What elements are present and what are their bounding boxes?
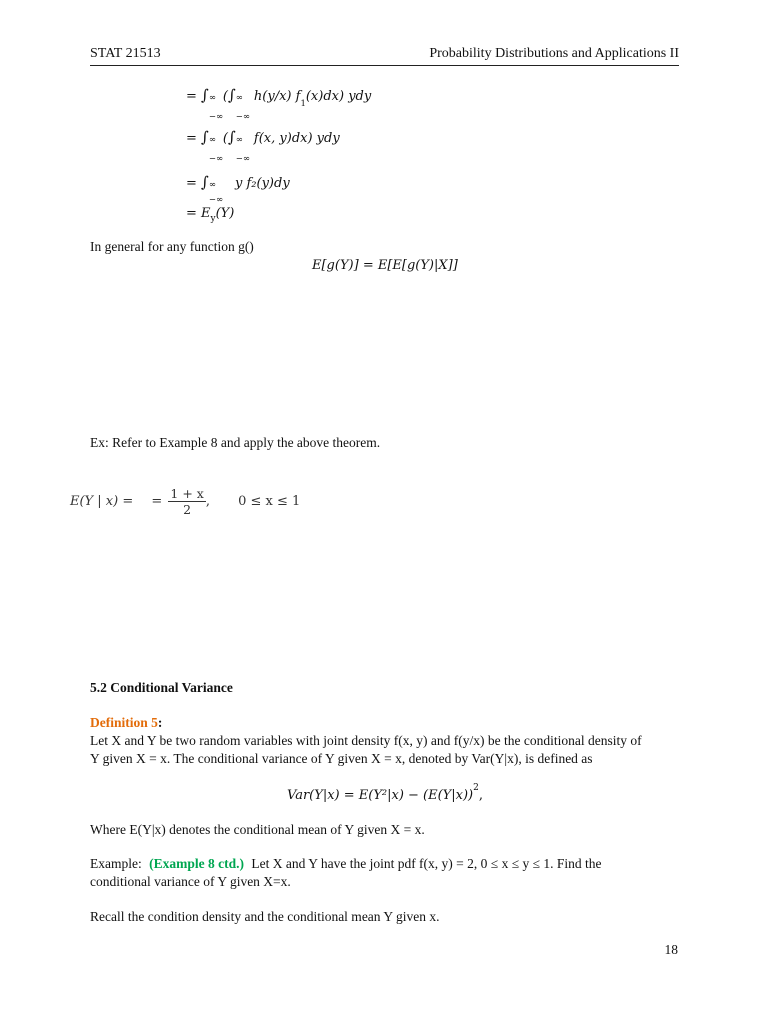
example-line-1: Let X and Y have the joint pdf f(x, y) = 2, 0 ≤ x ≤ y ≤ 1. Find the: [251, 856, 602, 871]
example-prefix: Example:: [90, 856, 142, 871]
header-title: Probability Distributions and Applications II: [429, 46, 679, 61]
header-rule: [90, 65, 679, 66]
definition-label: Definition 5:: [90, 715, 163, 730]
header-course: STAT 21513: [90, 46, 161, 61]
example-text: Ex: Refer to Example 8 and apply the above theorem.: [90, 435, 381, 450]
example-fraction: $\frac{1 + x}{2}$: [170, 486, 204, 517]
derivation-line-3: = ∫ ∞ −∞ y f₂(y)dy: [186, 173, 290, 205]
definition-text: [90, 732, 682, 768]
example-formula: E(Y | x) = = $\frac{1 + x}{2}$ , 0 ≤ x ≤ 1: [70, 486, 301, 517]
derivation-line-2: = ∫ ∞ −∞ (∫ ∞ −∞ f(x, y)dx) ydy: [186, 128, 340, 164]
general-text: In general for any function g(): [90, 239, 254, 254]
definition-line-1: Let X and Y be two random variables with joint density f(x, y) and f(y/x) be the conditional density of: [90, 733, 642, 748]
example-line-2: conditional variance of Y given X=x.: [90, 874, 291, 889]
general-formula: E[g(Y)] = E[E[g(Y)|X]]: [312, 258, 458, 273]
derivation-line-4: = $E_y(Y)$: [186, 206, 235, 224]
definition-line-2: Y given X = x. The conditional variance of Y given X = x, denoted by Var(Y|x), is defined as: [90, 751, 593, 766]
where-text: Where E(Y|x) denotes the conditional mean of Y given X = x.: [90, 822, 425, 837]
variance-formula: $Var(Y|x) = E(Y^2|x) - (E(Y|x))^2$,: [287, 783, 483, 803]
section-heading: 5.2 Conditional Variance: [90, 680, 233, 695]
page-number: 18: [664, 942, 678, 957]
recall-text: Recall the condition density and the conditional mean Y given x.: [90, 909, 440, 924]
example-highlight: (Example 8 ctd.): [149, 856, 244, 871]
derivation-line-1: = ∫ ∞ −∞ (∫ ∞ −∞ h(y/x) $f_1(x)dx$) ydy: [186, 86, 372, 122]
example-8-ctd: [90, 855, 682, 891]
